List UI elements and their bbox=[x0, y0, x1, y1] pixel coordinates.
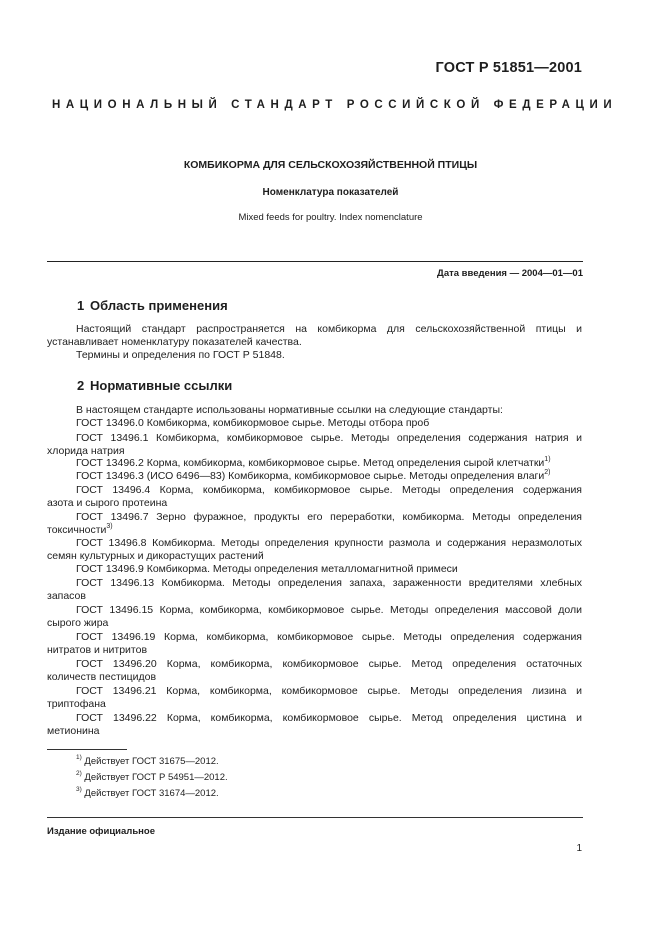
footnote-mark: 3) bbox=[76, 785, 82, 793]
footnote-mark: 1) bbox=[544, 455, 551, 463]
section-2-heading bbox=[77, 378, 232, 393]
references-intro: В настоящем стандарте использованы нормативные ссылки на следующие стандарты: bbox=[76, 404, 503, 416]
reference-line: ГОСТ 13496.1 Комбикорма, комбикормовое сырье. Методы определения содержания натрия и bbox=[76, 432, 582, 444]
reference-line: сырого жира bbox=[47, 617, 109, 629]
footnote-mark: 1) bbox=[76, 753, 82, 761]
section-1-title: Область применения bbox=[90, 298, 228, 313]
section-1-heading bbox=[77, 298, 228, 313]
footnote-mark: 2) bbox=[76, 769, 82, 777]
section-2-number: 2 bbox=[77, 378, 85, 393]
reference-text: ГОСТ 13496.3 (ИСО 6496—83) Комбикорма, комбикормовое сырье. Методы определения влаги bbox=[76, 470, 545, 482]
footnote-text: Действует ГОСТ 31674—2012. bbox=[84, 788, 219, 799]
reference-line: азота и сырого протеина bbox=[47, 497, 168, 509]
section-2-title: Нормативные ссылки bbox=[90, 378, 233, 393]
section-1-terms-line: Термины и определения по ГОСТ Р 51848. bbox=[76, 349, 285, 361]
reference-line: ГОСТ 13496.9 Комбикорма. Методы определения металломагнитной примеси bbox=[76, 563, 458, 575]
document-title-english: Mixed feeds for poultry. Index nomenclature bbox=[238, 212, 423, 223]
reference-line: ГОСТ 13496.19 Корма, комбикорма, комбикормовое сырье. Методы определения содержания bbox=[76, 631, 582, 643]
official-edition-label: Издание официальное bbox=[47, 826, 155, 837]
footnote bbox=[76, 753, 219, 767]
footnote-text: Действует ГОСТ Р 54951—2012. bbox=[84, 772, 228, 783]
footnote bbox=[76, 769, 228, 783]
reference-line: семян культурных и дикорастущих растений bbox=[47, 550, 264, 562]
reference-line: ГОСТ 13496.21 Корма, комбикорма, комбикормовое сырье. Методы определения лизина и bbox=[76, 685, 582, 697]
footnote-mark: 3) bbox=[106, 522, 113, 530]
section-1-paragraph-line: устанавливает номенклатуру показателей качества. bbox=[47, 336, 302, 348]
reference-line: триптофана bbox=[47, 698, 106, 710]
reference-line: метионина bbox=[47, 725, 100, 737]
introduction-date: Дата введения — 2004—01—01 bbox=[437, 268, 583, 279]
footnote-text: Действует ГОСТ 31675—2012. bbox=[84, 756, 219, 767]
reference-line bbox=[76, 457, 551, 470]
reference-text: ГОСТ 13496.2 Корма, комбикорма, комбикормовое сырье. Метод определения сырой клетчатки bbox=[76, 457, 545, 469]
reference-line: количеств пестицидов bbox=[47, 671, 157, 683]
document-subtitle: Номенклатура показателей bbox=[262, 187, 399, 198]
document-code: ГОСТ Р 51851—2001 bbox=[435, 60, 582, 76]
reference-line: нитратов и нитритов bbox=[47, 644, 148, 656]
reference-line: ГОСТ 13496.0 Комбикорма, комбикормовое сырье. Методы отбора проб bbox=[76, 417, 430, 429]
national-standard-heading: НАЦИОНАЛЬНЫЙ СТАНДАРТ РОССИЙСКОЙ ФЕДЕРАЦИИ bbox=[52, 99, 618, 111]
document-title: КОМБИКОРМА ДЛЯ СЕЛЬСКОХОЗЯЙСТВЕННОЙ ПТИЦЫ bbox=[183, 159, 478, 171]
section-1-number: 1 bbox=[77, 298, 85, 313]
reference-line bbox=[76, 470, 550, 483]
reference-line bbox=[47, 524, 113, 537]
section-1-paragraph-line: Настоящий стандарт распространяется на комбикорма для сельскохозяйственной птицы и bbox=[76, 323, 582, 335]
footer-divider bbox=[47, 817, 583, 818]
footnote-divider bbox=[47, 749, 127, 750]
reference-line: хлорида натрия bbox=[47, 445, 125, 457]
reference-line: ГОСТ 13496.15 Корма, комбикорма, комбикормовое сырье. Методы определения массовой доли bbox=[76, 604, 582, 616]
reference-line: ГОСТ 13496.7 Зерно фуражное, продукты его переработки, комбикорма. Методы определения bbox=[76, 511, 582, 523]
reference-line: ГОСТ 13496.8 Комбикорма. Методы определения крупности размола и содержания неразмолотых bbox=[76, 537, 582, 549]
reference-line: ГОСТ 13496.22 Корма, комбикорма, комбикормовое сырье. Метод определения цистина и bbox=[76, 712, 582, 724]
page-number: 1 bbox=[576, 843, 582, 854]
reference-line: ГОСТ 13496.20 Корма, комбикорма, комбикормовое сырье. Метод определения остаточных bbox=[76, 658, 582, 670]
reference-line: запасов bbox=[47, 590, 86, 602]
reference-line: ГОСТ 13496.4 Корма, комбикорма, комбикормовое сырье. Методы определения содержания bbox=[76, 484, 582, 496]
reference-text: токсичности bbox=[47, 524, 107, 536]
footnote bbox=[76, 785, 219, 799]
title-divider bbox=[47, 261, 583, 262]
footnote-mark: 2) bbox=[544, 468, 551, 476]
reference-line: ГОСТ 13496.13 Комбикорма. Методы определения запаха, зараженности вредителями хлебных bbox=[76, 577, 582, 589]
